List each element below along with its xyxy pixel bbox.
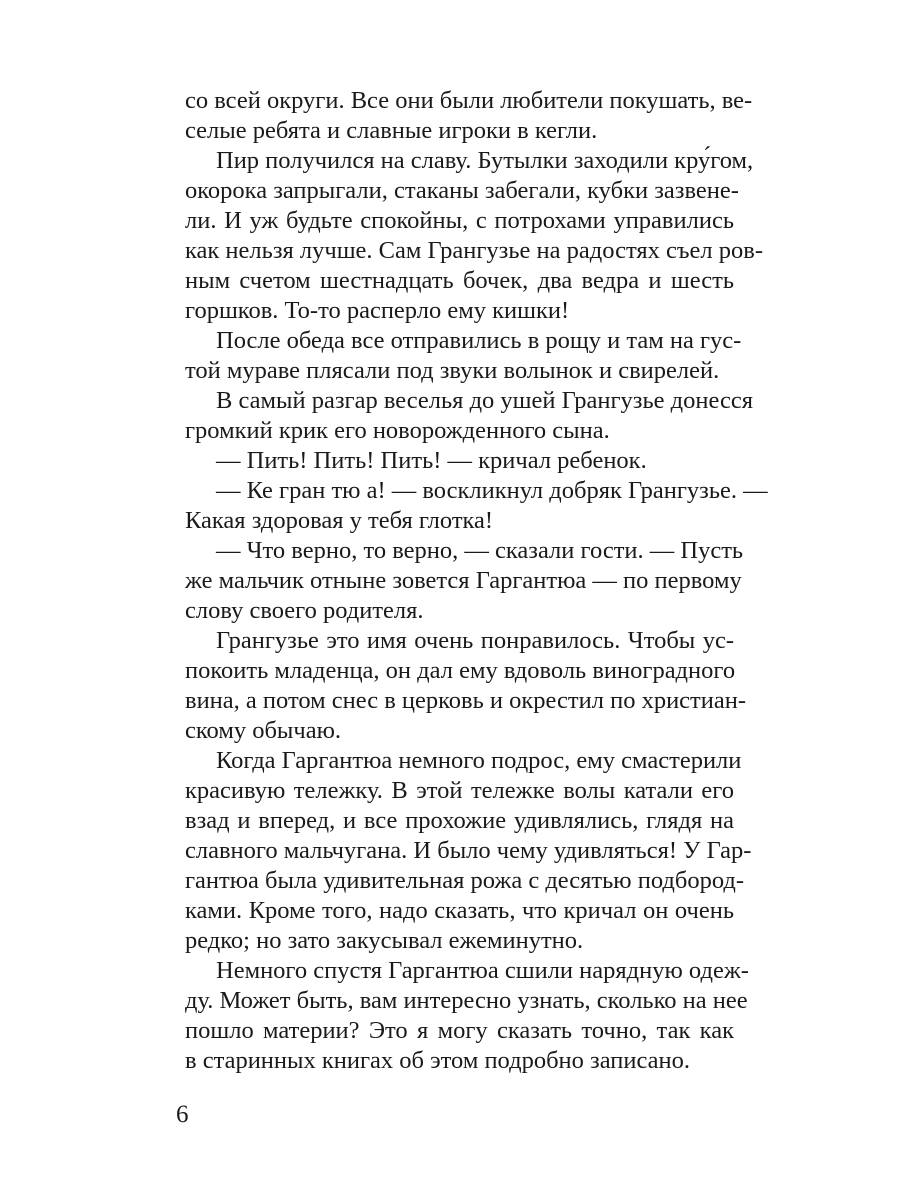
text-line: После обеда все отправились в рощу и там на гус-	[216, 327, 742, 354]
text-line: же мальчик отныне зовется Гаргантюа — по первому	[185, 567, 742, 594]
text-line: той мураве плясали под звуки волынок и свирелей.	[185, 357, 720, 384]
text-line: Какая здоровая у тебя глотка!	[185, 507, 494, 534]
text-line: Когда Гаргантюа немного подрос, ему смастерили	[216, 747, 742, 774]
text-line: — Пить! Пить! Пить! — кричал ребенок.	[216, 447, 647, 474]
page-number: 6	[176, 1101, 189, 1128]
text-line: окорока запрыгали, стаканы забегали, кубки зазвене-	[185, 177, 739, 204]
text-line: скому обычаю.	[185, 717, 341, 744]
text-line: слову своего родителя.	[185, 597, 424, 624]
text-line: славного мальчугана. И было чему удивляться! У Гар-	[185, 837, 752, 864]
text-line: взад и вперед, и все прохожие удивлялись, глядя на	[185, 807, 734, 834]
text-line: — Ке гран тю а! — воскликнул добряк Грангузье. —	[216, 477, 768, 504]
text-line: селые ребята и славные игроки в кегли.	[185, 117, 598, 144]
text-line: со всей округи. Все они были любители покушать, ве-	[185, 87, 753, 114]
text-line: пошло материи? Это я могу сказать точно, так как	[185, 1017, 734, 1044]
text-line: в старинных книгах об этом подробно записано.	[185, 1047, 691, 1074]
text-line: громкий крик его новорожденного сына.	[185, 417, 610, 444]
text-line: Грангузье это имя очень понравилось. Чтобы ус-	[216, 627, 734, 654]
text-line: — Что верно, то верно, — сказали гости. — Пусть	[216, 537, 744, 564]
text-line: ли. И уж будьте спокойны, с потрохами управились	[185, 207, 734, 234]
text-line: ным счетом шестнадцать бочек, два ведра и шесть	[185, 267, 734, 294]
text-line: Немного спустя Гаргантюа сшили нарядную одеж-	[216, 957, 749, 984]
text-line: покоить младенца, он дал ему вдоволь виноградного	[185, 657, 736, 684]
text-line: Пир получился на славу. Бутылки заходили кру́гом,	[216, 147, 754, 174]
page-text	[185, 86, 768, 1076]
text-line: редко; но зато закусывал ежеминутно.	[185, 927, 584, 954]
text-line: как нельзя лучше. Сам Грангузье на радостях съел ров-	[185, 237, 763, 264]
text-line: В самый разгар веселья до ушей Грангузье донесся	[216, 387, 753, 414]
text-line: гантюа была удивительная рожа с десятью подбород-	[185, 867, 744, 894]
text-line: горшков. То-то расперло ему кишки!	[185, 297, 570, 324]
text-line: ду. Может быть, вам интересно узнать, сколько на нее	[185, 987, 748, 1014]
text-line: красивую тележку. В этой тележке волы катали его	[185, 777, 734, 804]
text-line: вина, а потом снес в церковь и окрестил по христиан-	[185, 687, 747, 714]
text-line: ками. Кроме того, надо сказать, что кричал он очень	[185, 897, 734, 924]
